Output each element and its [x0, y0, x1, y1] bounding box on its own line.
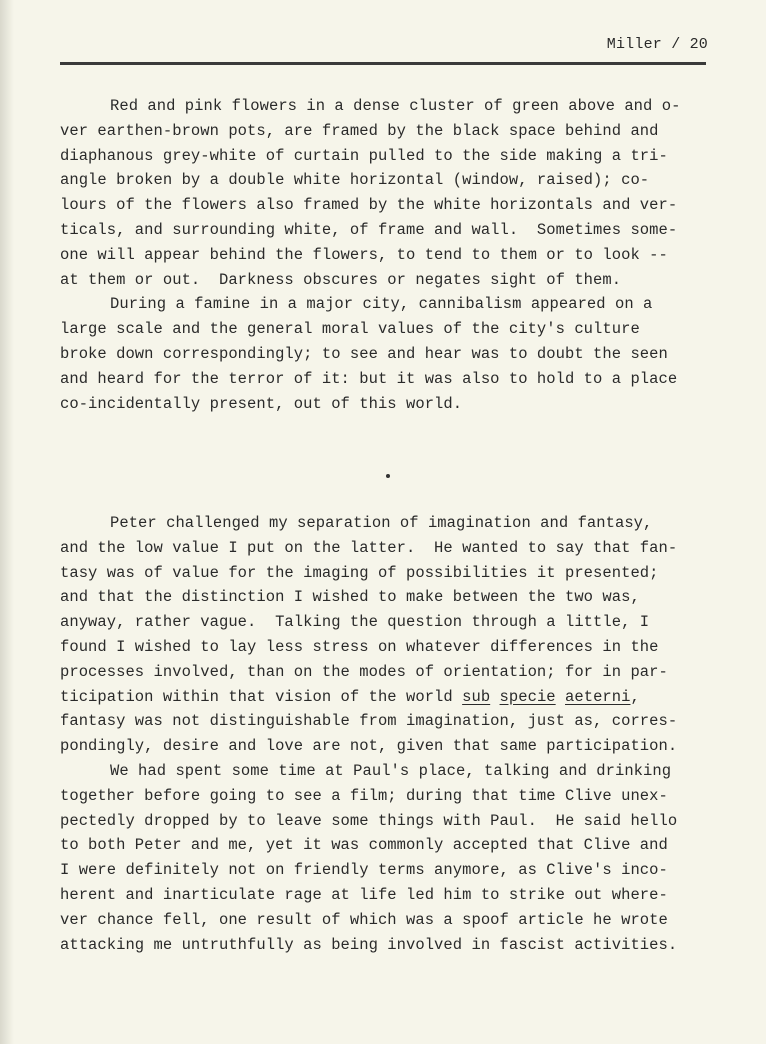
- underlined-word: specie: [499, 687, 556, 706]
- text-line: at them or out. Darkness obscures or negates sight of them.: [60, 270, 622, 289]
- text-line: broke down correspondingly; to see and hear was to doubt the seen: [60, 344, 668, 363]
- header-rule: [60, 62, 706, 65]
- page-edge-shadow: [0, 0, 14, 1044]
- text-fragment: ,: [630, 687, 640, 706]
- text-line: and the low value I put on the latter. He wanted to say that fan-: [60, 538, 678, 557]
- underlined-word: sub: [462, 687, 491, 706]
- text-line: herent and inarticulate rage at life led him to strike out where-: [60, 885, 668, 904]
- text-line: I were definitely not on friendly terms anymore, as Clive's inco-: [60, 861, 668, 880]
- section-divider-dot: [386, 474, 390, 478]
- text-line: together before going to see a film; during that time Clive unex-: [60, 786, 668, 805]
- text-line: Red and pink flowers in a dense cluster of green above and o-: [110, 97, 681, 115]
- text-line: one will appear behind the flowers, to tend to them or to look --: [60, 245, 668, 264]
- text-line: Peter challenged my separation of imagination and fantasy,: [110, 514, 653, 532]
- text-line: pectedly dropped by to leave some things with Paul. He said hello: [60, 811, 678, 830]
- text-line: and heard for the terror of it: but it was also to hold to a place: [60, 369, 678, 388]
- text-line: ver chance fell, one result of which was a spoof article he wrote: [60, 910, 668, 929]
- text-line: angle broken by a double white horizontal (window, raised); co-: [60, 171, 650, 190]
- text-fragment: ticipation within that vision of the world: [60, 687, 463, 706]
- text-line: diaphanous grey-white of curtain pulled to the side making a tri-: [60, 146, 668, 165]
- underlined-word: aeterni: [565, 687, 631, 706]
- text-line: fantasy was not distinguishable from imagination, just as, corres-: [60, 712, 678, 731]
- page-header: Miller / 20: [606, 36, 708, 53]
- text-line: [60, 685, 720, 710]
- text-line: large scale and the general moral values of the city's culture: [60, 320, 640, 339]
- text-line: to both Peter and me, yet it was commonly accepted that Clive and: [60, 836, 668, 855]
- text-line: ticals, and surrounding white, of frame and wall. Sometimes some-: [60, 220, 678, 239]
- text-line: During a famine in a major city, cannibalism appeared on a: [110, 295, 653, 314]
- text-line: processes involved, than on the modes of orientation; for in par-: [60, 662, 668, 681]
- text-line: We had spent some time at Paul's place, talking and drinking: [110, 761, 672, 780]
- section-2: [60, 511, 720, 957]
- text-line: anyway, rather vague. Talking the question through a little, I: [60, 613, 650, 632]
- text-line: tasy was of value for the imaging of possibilities it presented;: [60, 563, 659, 582]
- section-1: [60, 94, 720, 416]
- text-line: pondingly, desire and love are not, given that same participation.: [60, 737, 678, 756]
- text-line: ver earthen-brown pots, are framed by the black space behind and: [60, 121, 659, 140]
- text-line: co-incidentally present, out of this world.: [60, 394, 463, 413]
- text-line: found I wished to lay less stress on whatever differences in the: [60, 637, 659, 656]
- text-line: lours of the flowers also framed by the white horizontals and ver-: [60, 196, 678, 215]
- text-line: and that the distinction I wished to make between the two was,: [60, 588, 640, 607]
- text-line: attacking me untruthfully as being involved in fascist activities.: [60, 935, 678, 954]
